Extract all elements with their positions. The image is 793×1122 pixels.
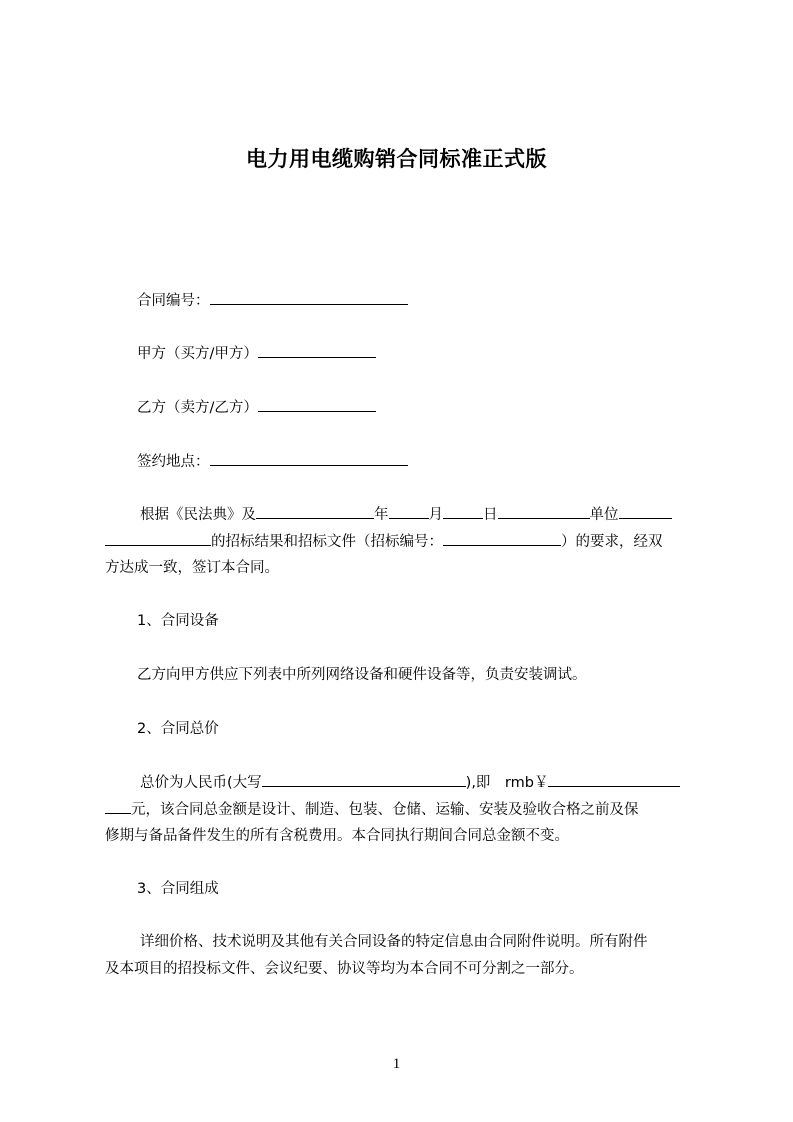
section-3-line-2: 及本项目的招投标文件、会议纪要、协议等均为本合同不可分割之一部分。 [105, 961, 584, 977]
contract-number-blank[interactable] [210, 290, 408, 305]
section-1-body: 乙方向甲方供应下列表中所列网络设备和硬件设备等，负责安装调试。 [137, 667, 587, 683]
total-price-rmb: ),即 rmb￥ [465, 775, 549, 791]
party-a-blank[interactable] [258, 343, 376, 358]
section-2-heading: 2、合同总价 [137, 721, 219, 737]
section-2-text-2: 元，该合同总金额是设计、制造、包装、仓储、运输、安装及验收合格之前及保 [131, 802, 639, 818]
preamble-blank-month[interactable] [389, 504, 429, 519]
total-price-amount-blank-2[interactable] [105, 799, 131, 814]
preamble-line-2 [105, 531, 663, 552]
preamble-blank-3[interactable] [105, 531, 211, 546]
preamble-blank-2[interactable] [619, 504, 672, 519]
total-price-amount-blank[interactable] [548, 772, 680, 787]
signing-place-row [137, 451, 408, 472]
preamble-line-3: 方达成一致，签订本合同。 [105, 560, 279, 576]
preamble-blank-day[interactable] [443, 504, 483, 519]
signing-place-label: 签约地点： [137, 454, 210, 470]
preamble-text-2: 的招标结果和招标文件（招标编号： [211, 534, 443, 550]
section-3-heading: 3、合同组成 [137, 881, 219, 897]
contract-number-row [137, 290, 408, 311]
tender-number-blank[interactable] [443, 531, 561, 546]
signing-place-blank[interactable] [210, 451, 408, 466]
section-3-line-1: 详细价格、技术说明及其他有关合同设备的特定信息由合同附件说明。所有附件 [140, 934, 648, 950]
party-b-row [137, 397, 376, 418]
preamble-line-1 [140, 504, 672, 525]
section-1-heading: 1、合同设备 [137, 613, 219, 629]
section-2-line-1 [140, 772, 680, 793]
preamble-text-3: ）的要求，经双 [561, 534, 663, 550]
preamble-year: 年 [374, 507, 389, 523]
page-number: 1 [392, 1056, 401, 1072]
contract-number-label: 合同编号： [137, 293, 210, 309]
section-2-line-3: 修期与备品备件发生的所有含税费用。本合同执行期间合同总金额不变。 [105, 828, 569, 844]
party-b-label: 乙方（卖方/乙方） [137, 400, 258, 416]
party-a-label: 甲方（买方/甲方） [137, 346, 258, 362]
total-price-text: 总价为人民币(大写 [140, 775, 262, 791]
section-2-line-2 [105, 799, 639, 820]
preamble-text: 根据《民法典》及 [140, 507, 256, 523]
party-b-blank[interactable] [258, 397, 376, 412]
preamble-month: 月 [428, 507, 443, 523]
preamble-blank-unit[interactable] [498, 504, 590, 519]
preamble-blank-1[interactable] [256, 504, 374, 519]
preamble-unit: 单位 [589, 507, 619, 523]
document-title: 电力用电缆购销合同标准正式版 [246, 147, 547, 171]
total-price-words-blank[interactable] [262, 772, 466, 787]
preamble-day: 日 [483, 507, 498, 523]
party-a-row [137, 343, 376, 364]
